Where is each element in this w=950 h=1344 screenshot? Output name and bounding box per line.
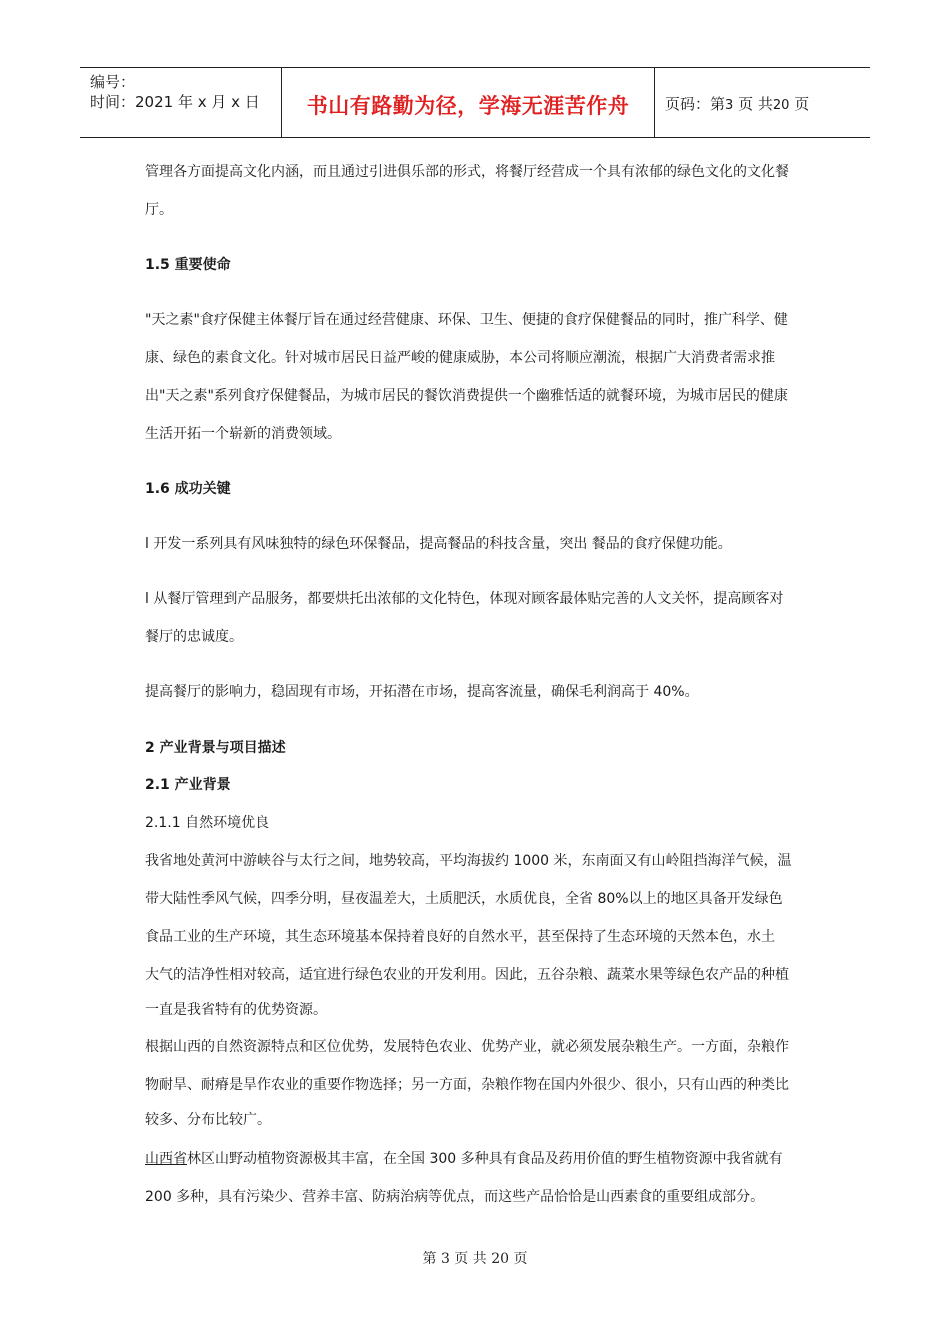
header-divider: [654, 68, 655, 137]
paragraph-line: 带大陆性季风气候，四季分明，昼夜温差大，土质肥沃，水质优良，全省 80%以上的地区具备开发绿色: [145, 891, 783, 907]
header-meta: [90, 72, 260, 112]
paragraph-line: 餐厅的忠诚度。: [145, 629, 243, 645]
paragraph-line: 食品工业的生产环境，其生态环境基本保持着良好的自然水平，甚至保持了生态环境的天然本色，水土: [145, 929, 775, 945]
header-motto: 书山有路勤为径，学海无涯苦作舟: [306, 94, 630, 118]
page-total: 20: [772, 98, 790, 113]
page-footer: 第 3 页 共 20 页: [422, 1251, 528, 1267]
paragraph-line: 提高餐厅的影响力，稳固现有市场，开拓潜在市场，提高客流量，确保毛利润高于 40%。: [145, 684, 699, 700]
paragraph-text: 林区山野动植物资源极其丰富，在全国 300 多种具有食品及药用价值的野生植物资源中我省就有: [187, 1151, 783, 1167]
paragraph-line: 出"天之素"系列食疗保健餐品，为城市居民的餐饮消费提供一个幽雅恬适的就餐环境，为城市居民的健康: [145, 388, 788, 404]
paragraph-line: 物耐旱、耐瘠是旱作农业的重要作物选择；另一方面，杂粮作物在国内外很少、很小，只有山西的种类比: [145, 1077, 789, 1093]
header-number-label: 编号：: [90, 73, 136, 91]
paragraph-line: 根据山西的自然资源特点和区位优势，发展特色农业、优势产业，就必须发展杂粮生产。一方面，杂粮作: [145, 1039, 789, 1055]
paragraph-line: 大气的洁净性相对较高，适宜进行绿色农业的开发利用。因此，五谷杂粮、蔬菜水果等绿色农产品的种植: [145, 967, 789, 983]
bullet-line: l 开发一系列具有风味独特的绿色环保餐品，提高餐品的科技含量，突出 餐品的食疗保健功能。: [145, 536, 732, 552]
paragraph-line: 较多、分布比较广。: [145, 1112, 271, 1128]
page-current: 3: [725, 98, 734, 113]
page-mid: 页 共: [738, 95, 773, 113]
bullet-line: l 从餐厅管理到产品服务，都要烘托出浓郁的文化特色，体现对顾客最体贴完善的人文关怀，提高顾客对: [145, 591, 784, 607]
subsection-heading-2-1-1: 2.1.1 自然环境优良: [145, 815, 270, 831]
paragraph-line: 管理各方面提高文化内涵，而且通过引进俱乐部的形式，将餐厅经营成一个具有浓郁的绿色文化的文化餐: [145, 164, 789, 180]
shanxi-link[interactable]: 山西省: [145, 1151, 187, 1167]
paragraph-line: 康、绿色的素食文化。针对城市居民日益严峻的健康威胁，本公司将顺应潮流，根据广大消费者需求推: [145, 350, 775, 366]
paragraph-line: 一直是我省特有的优势资源。: [145, 1002, 327, 1018]
section-heading-2: 2 产业背景与项目描述: [145, 740, 286, 756]
section-heading-2-1: 2.1 产业背景: [145, 777, 231, 793]
paragraph-line: 生活开拓一个崭新的消费领域。: [145, 426, 341, 442]
page-label: 页码：第: [665, 95, 726, 113]
paragraph-line: 我省地处黄河中游峡谷与太行之间，地势较高，平均海拔约 1000 米，东南面又有山岭阻挡海洋气候，温: [145, 853, 792, 869]
paragraph-line: 200 多种，具有污染少、营养丰富、防病治病等优点，而这些产品恰恰是山西素食的重要组成部分。: [145, 1189, 765, 1205]
section-heading-1-6: 1.6 成功关键: [145, 481, 231, 497]
page-header: [80, 67, 870, 138]
paragraph-line: 厅。: [145, 202, 173, 218]
paragraph-line: "天之素"食疗保健主体餐厅旨在通过经营健康、环保、卫生、便捷的食疗保健餐品的同时，推广科学、健: [145, 312, 788, 328]
header-time-label: 时间：2021 年 x 月 x 日: [90, 93, 260, 111]
header-page-number: [665, 93, 809, 114]
section-heading-1-5: 1.5 重要使命: [145, 257, 231, 273]
page-end: 页: [794, 95, 810, 113]
paragraph-line: [145, 1149, 810, 1169]
